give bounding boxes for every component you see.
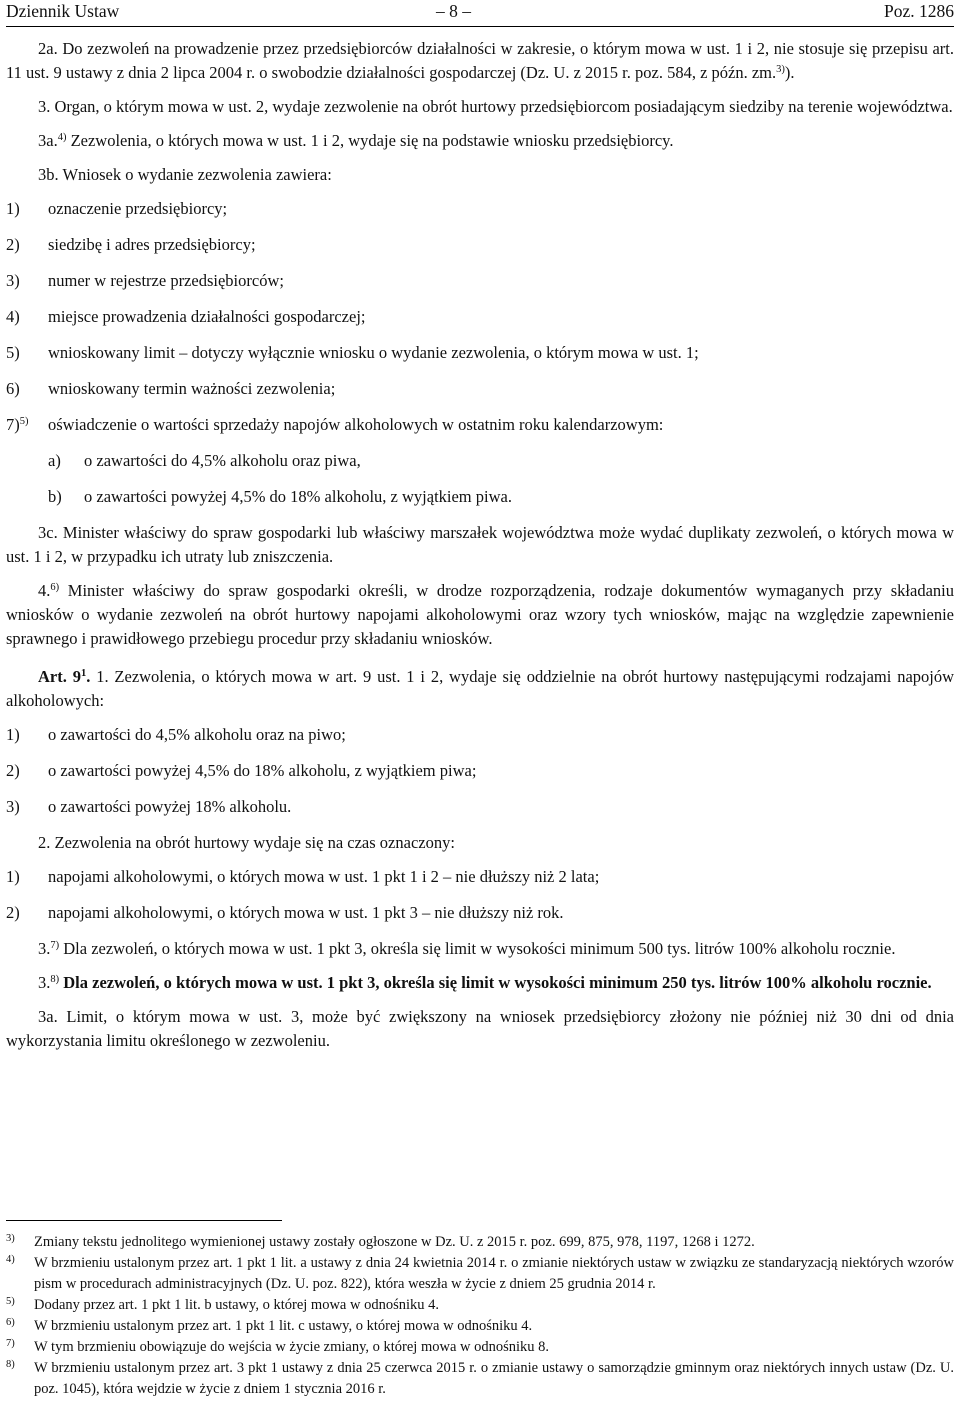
article-9-1-paragraph-3-amended: 3.$^{8)}$ Dla zezwoleń, o których mowa w ust. 1 pkt 3, określa się limit w wysokości minimum 250 tys. litrów 100% alkoholu rocznie. bbox=[38, 973, 932, 992]
footnote-separator bbox=[6, 1220, 282, 1221]
position-number: Poz. 1286 bbox=[884, 1, 954, 21]
paragraph-3: 3. Organ, o którym mowa w ust. 2, wydaje zezwolenie na obrót hurtowy przedsiębiorcom posiadającym siedziby na terenie województwa. bbox=[38, 97, 953, 116]
list-item: 1) oznaczenie przedsiębiorcy; bbox=[6, 199, 228, 218]
list-item: 2) siedzibę i adres przedsiębiorcy; bbox=[6, 235, 256, 254]
footnote-ref: 6) bbox=[50, 582, 60, 593]
footnote-ref: 3) bbox=[776, 64, 785, 75]
list-item: 2) napojami alkoholowymi, o których mowa w ust. 1 pkt 3 – nie dłuższy niż rok. bbox=[6, 903, 564, 922]
list-item: 1) napojami alkoholowymi, o których mowa w ust. 1 pkt 1 i 2 – nie dłuższy niż 2 lata; bbox=[6, 867, 600, 886]
list-item: a) o zawartości do 4,5% alkoholu oraz piwa, bbox=[48, 451, 361, 470]
sub-list-7 bbox=[48, 449, 954, 509]
list-item: 2) o zawartości powyżej 4,5% do 18% alkoholu, z wyjątkiem piwa; bbox=[6, 761, 477, 780]
footnote-ref: 8) bbox=[50, 974, 60, 985]
list-item: 5) wnioskowany limit – dotyczy wyłącznie wniosku o wydanie zezwolenia, o którym mowa w ust. 1; bbox=[6, 343, 699, 362]
list-art91-1 bbox=[0, 723, 960, 819]
document-body bbox=[0, 37, 960, 1063]
list-item: b) o zawartości powyżej 4,5% do 18% alkoholu, z wyjątkiem piwa. bbox=[48, 487, 512, 506]
article-9-1-paragraph-2: 2. Zezwolenia na obrót hurtowy wydaje się na czas oznaczony: bbox=[38, 833, 455, 852]
page-header bbox=[6, 0, 954, 27]
list-item: 3) o zawartości powyżej 18% alkoholu. bbox=[6, 797, 292, 816]
paragraph-3a: 3a.$^{4)}$ Zezwolenia, o których mowa w ust. 1 i 2, wydaje się na podstawie wniosku przedsiębiorcy. bbox=[38, 131, 674, 150]
list-item: 1) o zawartości do 4,5% alkoholu oraz na piwo; bbox=[6, 725, 346, 744]
journal-title: Dziennik Ustaw bbox=[6, 1, 120, 21]
list-item: 6) wnioskowany termin ważności zezwolenia; bbox=[6, 379, 336, 398]
footnote-ref: 5) bbox=[19, 416, 29, 427]
list-art91-2 bbox=[0, 865, 960, 925]
page-number: – 8 – bbox=[436, 1, 471, 21]
footnote-ref: 4) bbox=[57, 132, 67, 143]
list-item: 7)$^{5)}$ oświadczenie o wartości sprzedaży napojów alkoholowych w ostatnim roku kalendarzowym: a) o zawartości do 4,5% alkoholu oraz piwa, b) o zawartości powyżej 4,5% do 18% alkoholu, z wyjątkiem piwa. bbox=[6, 413, 954, 509]
footnote: 8) W brzmieniu ustalonym przez art. 3 pkt 1 ustawy z dnia 25 czerwca 2015 r. o zmianie ustawy o samorządzie gminnym oraz niektórych innych ustaw (Dz. U. poz. 1045), która wejdzie w życie z dniem 1 stycznia 2016 r. bbox=[6, 1359, 954, 1397]
footnotes bbox=[6, 1232, 954, 1400]
paragraph-4: 4.$^{6)}$ Minister właściwy do spraw gospodarki określi, w drodze rozporządzenia, rodzaje dokumentów wymaganych przy składaniu wniosków o wydanie zezwoleń na obrót hurtowy napojami alkoholowymi oraz wzory tych wniosków, mając na względzie zapewnienie sprawnego i prawidłowego przebiegu procedur przy składaniu wniosków. bbox=[6, 581, 954, 648]
list-item: 3) numer w rejestrze przedsiębiorców; bbox=[6, 271, 284, 290]
article-9-1-paragraph-3a: 3a. Limit, o którym mowa w ust. 3, może być zwiększony na wniosek przedsiębiorcy złożony nie później niż 30 dni od dnia wykorzystania limitu określonego w zezwoleniu. bbox=[6, 1007, 954, 1050]
article-label: Art. $9^1$. bbox=[38, 667, 91, 686]
footnote-ref: 7) bbox=[50, 940, 60, 951]
article-9-1: Art. $9^1$. 1. Zezwolenia, o których mowa w art. 9 ust. 1 i 2, wydaje się oddzielnie na obrót hurtowy następującymi rodzajami napojów alkoholowych: bbox=[6, 667, 955, 710]
footnote: 3) Zmiany tekstu jednolitego wymienionej ustawy zostały ogłoszone w Dz. U. z 2015 r. poz. 699, 875, 978, 1197, 1268 i 1272. bbox=[6, 1233, 755, 1250]
list-item: 4) miejsce prowadzenia działalności gospodarczej; bbox=[6, 307, 366, 326]
paragraph-2a: 2a. Do zezwoleń na prowadzenie przez przedsiębiorców działalności w zakresie, o którym mowa w ust. 1 i 2, nie stosuje się przepisu art. 11 ust. 9 ustawy z dnia 2 lipca 2004 r. o swobodzie działalności gospodarczej (Dz. U. z 2015 r. poz. 584, z późn. zm.$^{3)}$). bbox=[6, 39, 954, 82]
paragraph-3c: 3c. Minister właściwy do spraw gospodarki lub właściwy marszałek województwa może wydać duplikaty zezwoleń, o których mowa w ust. 1 i 2, w przypadku ich utraty lub zniszczenia. bbox=[6, 523, 954, 566]
paragraph-3b: 3b. Wniosek o wydanie zezwolenia zawiera: bbox=[38, 165, 332, 184]
article-9-1-paragraph-3-current: 3.$^{7)}$ Dla zezwoleń, o których mowa w ust. 1 pkt 3, określa się limit w wysokości minimum 500 tys. litrów 100% alkoholu rocznie. bbox=[38, 939, 896, 958]
footnote: 6) W brzmieniu ustalonym przez art. 1 pkt 1 lit. c ustawy, o której mowa w odnośniku 4. bbox=[6, 1317, 533, 1334]
footnote: 4) W brzmieniu ustalonym przez art. 1 pkt 1 lit. a ustawy z dnia 24 kwietnia 2014 r. o zmianie niektórych ustaw w związku ze standaryzacją niektórych wzorów pism w procedurach administracyjnych (Dz. U. poz. 822), która weszła w życie z dniem 25 grudnia 2014 r. bbox=[6, 1254, 954, 1292]
footnote: 5) Dodany przez art. 1 pkt 1 lit. b ustawy, o której mowa w odnośniku 4. bbox=[6, 1296, 439, 1313]
footnote: 7) W tym brzmieniu obowiązuje do wejścia w życie zmiany, o której mowa w odnośniku 8. bbox=[6, 1338, 550, 1355]
list-3b bbox=[0, 197, 960, 509]
